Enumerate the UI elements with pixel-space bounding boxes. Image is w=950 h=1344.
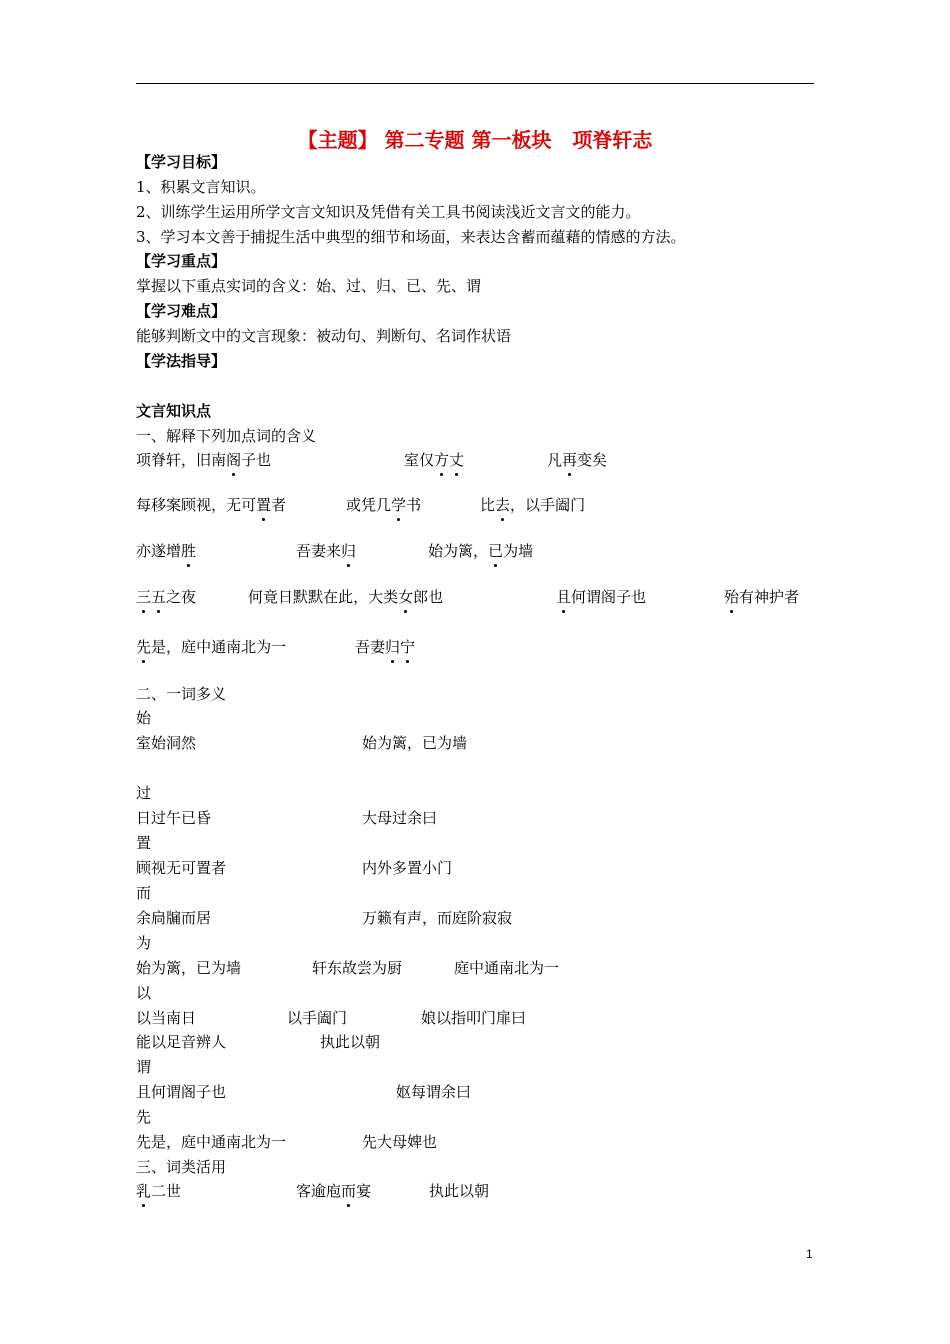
emphasized-character: 先 <box>136 638 152 656</box>
part1-heading: 一、解释下列加点词的含义 <box>136 427 317 445</box>
polysemy-word: 谓 <box>136 1058 152 1076</box>
polysemy-example: 先大母婢也 <box>362 1133 438 1151</box>
exercise-phrase: 比去，以手阖门 <box>480 496 586 514</box>
emphasized-character: 胜 <box>181 542 197 560</box>
exercise-phrase: 先是，庭中通南北为一 <box>136 638 287 656</box>
page-title: 【主题】 第二专题 第一板块 项脊轩志 <box>297 128 653 152</box>
polysemy-example: 以手阖门 <box>287 1009 348 1027</box>
polysemy-example: 大母过余曰 <box>362 809 438 827</box>
polysemy-example: 始为篱，已为墙 <box>362 734 468 752</box>
emphasized-character: 方 <box>434 451 450 469</box>
emphasized-character: 学 <box>391 496 407 514</box>
emphasized-character: 宁 <box>400 638 416 656</box>
polysemy-word: 为 <box>136 934 152 952</box>
page-number: 1 <box>806 1247 813 1261</box>
polysemy-example: 娘以指叩门扉曰 <box>421 1009 527 1027</box>
emphasized-character: 去 <box>495 496 511 514</box>
exercise-phrase: 吾妻来归 <box>296 542 357 560</box>
emphasized-character: 归 <box>385 638 401 656</box>
polysemy-word: 先 <box>136 1108 152 1126</box>
polysemy-example: 顾视无可置者 <box>136 859 227 877</box>
exercise-phrase: 且何谓阁子也 <box>556 588 647 606</box>
word-class-example: 乳二世 <box>136 1182 182 1200</box>
emphasized-character: 已 <box>488 542 504 560</box>
polysemy-example: 执此以朝 <box>320 1033 381 1051</box>
exercise-phrase: 吾妻归宁 <box>355 638 416 656</box>
exercise-phrase: 三五之夜 <box>136 588 197 606</box>
polysemy-word: 始 <box>136 709 152 727</box>
polysemy-word: 过 <box>136 784 152 802</box>
emphasized-character: 乳 <box>136 1182 152 1200</box>
polysemy-example: 余扃牖而居 <box>136 909 212 927</box>
polysemy-example: 轩东故尝为厨 <box>312 959 403 977</box>
polysemy-word: 以 <box>136 984 152 1002</box>
difficulties-text: 能够判断文中的文言现象：被动句、判断句、名词作状语 <box>136 327 512 345</box>
objective-item: 1、积累文言知识。 <box>136 178 266 196</box>
emphasized-character: 而 <box>341 1182 357 1200</box>
knowledge-heading: 文言知识点 <box>136 402 212 420</box>
exercise-phrase: 亦遂增胜 <box>136 542 197 560</box>
polysemy-example: 室始洞然 <box>136 734 197 752</box>
word-class-example: 客逾庖而宴 <box>296 1182 372 1200</box>
exercise-phrase: 殆有神护者 <box>724 588 800 606</box>
emphasized-character: 女 <box>398 588 414 606</box>
exercise-phrase: 每移案顾视，无可置者 <box>136 496 287 514</box>
emphasized-character: 殆 <box>724 588 740 606</box>
polysemy-word: 置 <box>136 834 152 852</box>
exercise-phrase: 室仅方丈 <box>404 451 465 469</box>
emphasized-character: 置 <box>256 496 272 514</box>
emphasized-character: 三 <box>136 588 152 606</box>
emphasized-character: 再 <box>562 451 578 469</box>
objective-item: 3、学习本文善于捕捉生活中典型的细节和场面，来表达含蓄而蕴藉的情感的方法。 <box>136 228 686 246</box>
polysemy-example: 妪每谓余曰 <box>396 1083 472 1101</box>
part2-heading: 二、一词多义 <box>136 685 227 703</box>
emphasized-character: 阁 <box>226 451 242 469</box>
polysemy-example: 且何谓阁子也 <box>136 1083 227 1101</box>
word-class-example: 执此以朝 <box>429 1182 490 1200</box>
polysemy-example: 日过午已昏 <box>136 809 212 827</box>
polysemy-example: 能以足音辨人 <box>136 1033 227 1051</box>
polysemy-example: 始为篱，已为墙 <box>136 959 242 977</box>
polysemy-example: 先是，庭中通南北为一 <box>136 1133 287 1151</box>
objectives-heading: 【学习目标】 <box>136 153 227 171</box>
exercise-phrase: 何竟日默默在此，大类女郎也 <box>248 588 444 606</box>
key-points-text: 掌握以下重点实词的含义：始、过、归、已、先、谓 <box>136 277 482 295</box>
exercise-phrase: 凡再变矣 <box>547 451 608 469</box>
part3-heading: 三、词类活用 <box>136 1158 227 1176</box>
emphasized-character: 丈 <box>449 451 465 469</box>
emphasized-character: 且 <box>556 588 572 606</box>
header-rule <box>136 83 814 84</box>
key-points-heading: 【学习重点】 <box>136 252 227 270</box>
difficulties-heading: 【学习难点】 <box>136 302 227 320</box>
method-heading: 【学法指导】 <box>136 352 227 370</box>
exercise-phrase: 或凭几学书 <box>346 496 422 514</box>
polysemy-word: 而 <box>136 884 152 902</box>
polysemy-example: 以当南日 <box>136 1009 197 1027</box>
emphasized-character: 归 <box>341 542 357 560</box>
exercise-phrase: 始为篱，已为墙 <box>428 542 534 560</box>
polysemy-example: 万籁有声，而庭阶寂寂 <box>362 909 513 927</box>
polysemy-example: 庭中通南北为一 <box>454 959 560 977</box>
objective-item: 2、训练学生运用所学文言文知识及凭借有关工具书阅读浅近文言文的能力。 <box>136 203 641 221</box>
emphasized-character: 五 <box>151 588 167 606</box>
exercise-phrase: 项脊轩，旧南阁子也 <box>136 451 272 469</box>
polysemy-example: 内外多置小门 <box>362 859 453 877</box>
